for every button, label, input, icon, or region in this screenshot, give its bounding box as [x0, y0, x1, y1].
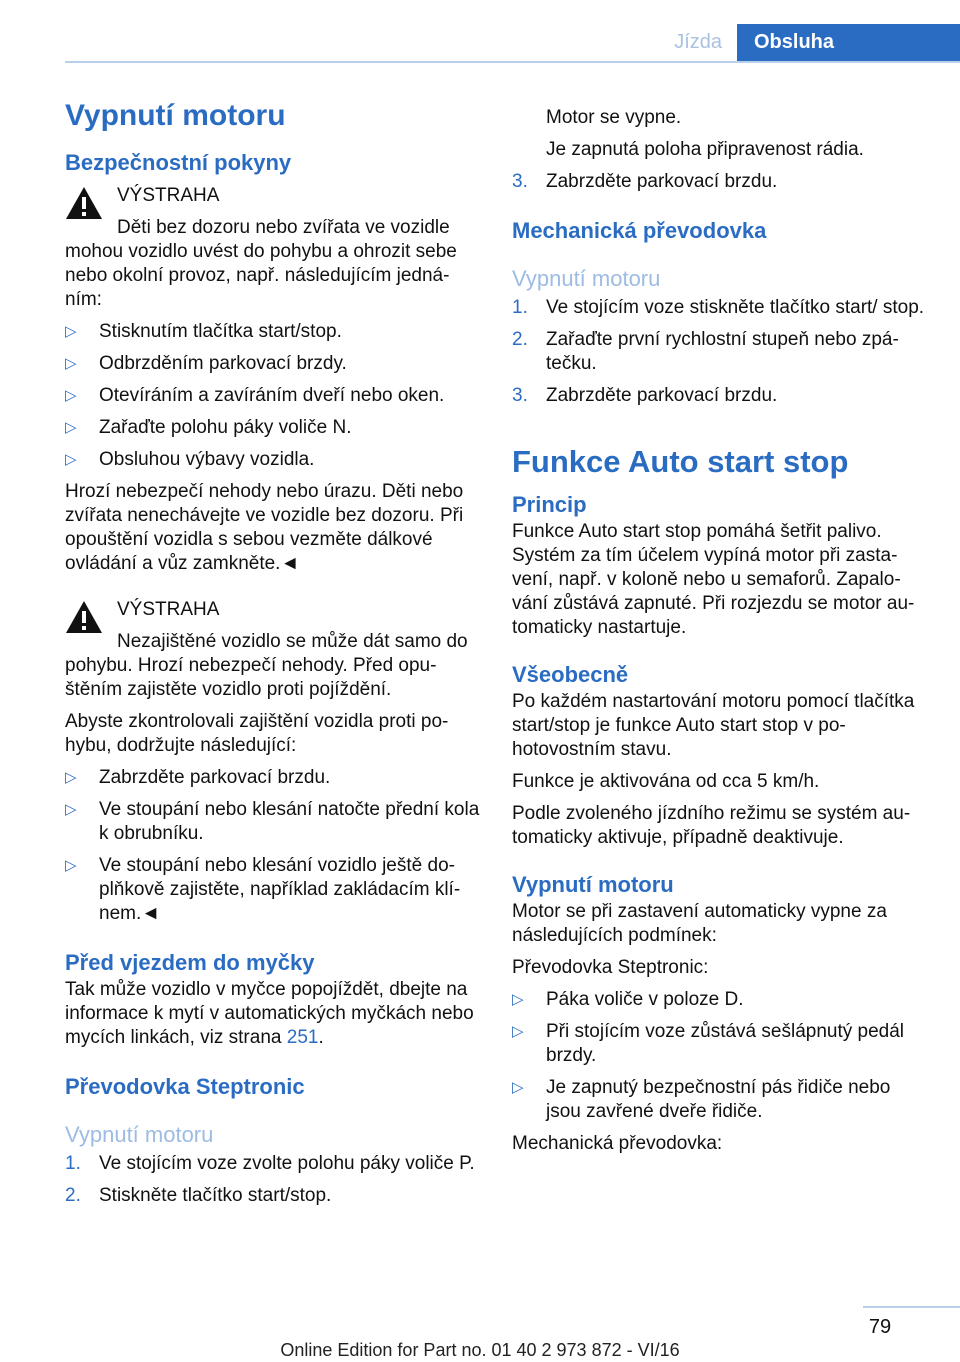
- footer-edition: Online Edition for Part no. 01 40 2 973 872 - VI/16: [280, 1340, 680, 1360]
- triangle-right-icon: ▷: [512, 991, 524, 1008]
- page-number: 79: [868, 1316, 892, 1338]
- warning-triangle-icon: [65, 186, 103, 220]
- engine-off-manual: Mechanická převodovka:: [512, 1133, 723, 1154]
- list-item: 2. Zařaďte první rychlostní stupeň nebo zpátečku.: [512, 329, 899, 374]
- list-item: ▷ Stisknutím tlačítka start/stop.: [65, 321, 342, 342]
- list-item: ▷ Ve stoupání nebo klesání natočte přední kola k obrubníku.: [65, 799, 480, 844]
- warning-label: VÝSTRAHA: [117, 185, 220, 206]
- triangle-right-icon: ▷: [65, 801, 77, 818]
- triangle-right-icon: ▷: [65, 451, 77, 468]
- page-link[interactable]: 251: [286, 1027, 319, 1048]
- footer-rule: [863, 1306, 960, 1308]
- tab-obsluha[interactable]: Obsluha: [737, 24, 960, 61]
- step-continuation: Je zapnutá poloha připravenost rádia.: [546, 139, 864, 160]
- section-heading-general: Všeobecně: [512, 662, 629, 687]
- warning-block-2: [65, 598, 480, 622]
- list-item: ▷ Je zapnutý bezpečnostní pás řidiče nebo jsou zavřené dveře řidiče.: [512, 1077, 891, 1122]
- engine-off-steptronic: Převodovka Steptronic:: [512, 957, 709, 978]
- list-item: 1. Ve stojícím voze zvolte polohu páky voliče P.: [65, 1153, 475, 1174]
- list-item: 3. Zabrzděte parkovací brzdu.: [512, 385, 778, 406]
- warning-block-1: [65, 184, 480, 208]
- warning-intro: Abyste zkontrolovali zajištění vozidla proti pohybu, dodržujte následující:: [65, 711, 449, 756]
- triangle-right-icon: ▷: [65, 769, 77, 786]
- list-item: ▷ Zařaďte polohu páky voliče N.: [65, 417, 352, 438]
- general-text: Funkce je aktivována od cca 5 km/h.: [512, 771, 820, 792]
- general-text: Po každém nastartování motoru pomocí tlačítka start/stop je funkce Auto start stop v pohotovostním stavu.: [512, 691, 915, 760]
- list-item: 2. Stiskněte tlačítko start/stop.: [65, 1185, 332, 1206]
- triangle-right-icon: ▷: [65, 857, 77, 874]
- step-continuation: Motor se vypne.: [546, 107, 682, 128]
- section-heading-manual: Mechanická převodovka: [512, 218, 767, 243]
- engine-off-text: Motor se při zastavení automaticky vypne za následujících podmínek:: [512, 901, 887, 946]
- warning-text: Děti bez dozoru nebo zvířata ve vozidle mohou vozidlo uvést do pohybu a ohrozit sebe nebo okolní provoz, např. následujícím jednáním:: [65, 217, 457, 310]
- page-title: Vypnutí motoru: [65, 99, 286, 132]
- list-item: ▷ Při stojícím voze zůstává sešlápnutý pedál brzdy.: [512, 1021, 905, 1066]
- list-item: ▷ Zabrzděte parkovací brzdu.: [65, 767, 331, 788]
- section-heading-principle: Princip: [512, 492, 587, 517]
- warning-text: Nezajištěné vozidlo se může dát samo do pohybu. Hrozí nebezpečí nehody. Před opuštěním zajistěte vozidlo proti pojíždění.: [65, 631, 468, 700]
- carwash-text: Tak může vozidlo v myčce popojíždět, dbejte na informace k mytí v automatických myčkách nebo mycích linkách, viz strana 251.: [65, 979, 474, 1048]
- header-rule: [65, 61, 960, 63]
- triangle-right-icon: ▷: [512, 1079, 524, 1096]
- list-item: ▷ Otevíráním a zavíráním dveří nebo oken.: [65, 385, 445, 406]
- triangle-right-icon: ▷: [65, 355, 77, 372]
- principle-text: Funkce Auto start stop pomáhá šetřit palivo. Systém za tím účelem vypíná motor při zastavení, např. v koloně nebo u semaforů. Zapalování zůstává zapnuté. Při rozjezdu se motor automaticky nastartuje.: [512, 521, 915, 638]
- list-item: ▷ Obsluhou výbavy vozidla.: [65, 449, 315, 470]
- left-column: [65, 96, 480, 1216]
- list-item: ▷ Odbrzděním parkovací brzdy.: [65, 353, 347, 374]
- list-item: ▷ Ve stoupání nebo klesání vozidlo ještě doplňkově zajistěte, například zakládacím klínem.◄: [65, 855, 461, 924]
- general-text: Podle zvoleného jízdního režimu se systém automaticky aktivuje, případně deaktivuje.: [512, 803, 911, 848]
- triangle-right-icon: ▷: [65, 419, 77, 436]
- section-heading-engine-off: Vypnutí motoru: [512, 872, 674, 897]
- section-title-autostart: Funkce Auto start stop: [512, 444, 849, 479]
- subheading-engine-off: Vypnutí motoru: [65, 1122, 214, 1147]
- tab-jizda[interactable]: Jízda: [674, 31, 722, 53]
- subheading-engine-off: Vypnutí motoru: [512, 266, 661, 291]
- warning-label: VÝSTRAHA: [117, 599, 220, 620]
- list-item: 3. Zabrzděte parkovací brzdu.: [512, 171, 778, 192]
- section-heading-safety: Bezpečnostní pokyny: [65, 150, 292, 175]
- warning-triangle-icon: [65, 600, 103, 634]
- warning-after-text: Hrozí nebezpečí nehody nebo úrazu. Děti nebo zvířata nenechávejte ve vozidle bez dozoru. Při opouštění vozidla s sebou vezměte dálkové ovládání a vůz zamkněte.◄: [65, 481, 464, 574]
- section-heading-steptronic: Převodovka Steptronic: [65, 1074, 305, 1099]
- triangle-right-icon: ▷: [65, 323, 77, 340]
- list-item: ▷ Páka voliče v poloze D.: [512, 989, 744, 1010]
- section-heading-carwash: Před vjezdem do myčky: [65, 950, 315, 975]
- list-item: 1. Ve stojícím voze stiskněte tlačítko start/ stop.: [512, 297, 925, 318]
- right-column: [512, 106, 927, 1156]
- triangle-right-icon: ▷: [65, 387, 77, 404]
- triangle-right-icon: ▷: [512, 1023, 524, 1040]
